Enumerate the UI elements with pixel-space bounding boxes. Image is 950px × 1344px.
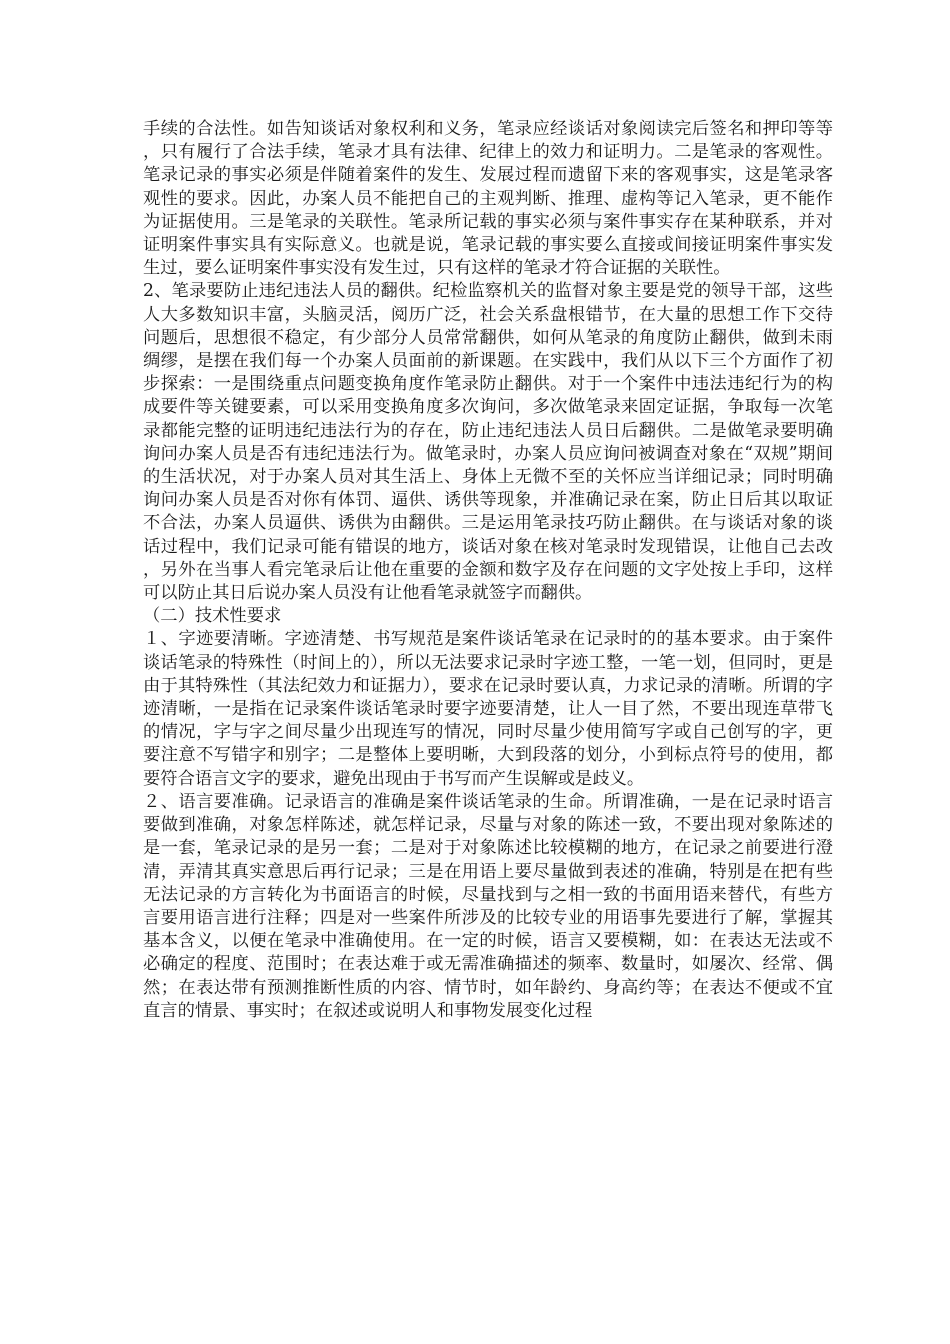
paragraph-prevent-retraction: 2、笔录要防止违纪违法人员的翻供。纪检监察机关的监督对象主要是党的领导干部，这些人大多数知识丰富，头脑灵活，阅历广泛，社会关系盘根错节，在大量的思想工作下交待问题后，思想很不稳定，有少部分人员常常翻供，如何从笔录的角度防止翻供，做到未雨绸缪，是摆在我们每一个办案人员面前的新课题。在实践中，我们从以下三个方面作了初步探索：一是围绕重点问题变换角度作笔录防止翻供。对于一个案件中违法违纪行为的构成要件等关键要素，可以采用变换角度多次询问，多次做笔录来固定证据，争取每一次笔录都能完整的证明违纪违法行为的存在，防止违纪违法人员日后翻供。二是做笔录要明确询问办案人员是否有违纪违法行为。做笔录时，办案人员应询问被调查对象在“双规”期间的生活状况，对于办案人员对其生活上、身体上无微不至的关怀应当详细记录；同时明确询问办案人员是否对你有体罚、逼供、诱供等现象，并准确记录在案，防止日后其以取证不合法，办案人员逼供、诱供为由翻供。三是运用笔录技巧防止翻供。在与谈话对象的谈话过程中，我们记录可能有错误的地方，谈话对象在核对笔录时发现错误，让他自己去改，另外在当事人看完笔录后让他在重要的金额和数字及存在问题的文字处按上手印，这样可以防止其日后说办案人员没有让他看笔录就签字而翻供。 bbox=[143, 281, 833, 604]
paragraph-language-accuracy: ２、语言要准确。记录语言的准确是案件谈话笔录的生命。所谓准确，一是在记录时语言要做到准确，对象怎样陈述，就怎样记录，尽量与对象的陈述一致，不要出现对象陈述的是一套，笔录记录的是另一套；二是对于对象陈述比较模糊的地方，在记录之前要进行澄清，弄清其真实意思后再行记录；三是在用语上要尽量做到表述的准确，特别是在把有些无法记录的方言转化为书面语言的时候，尽量找到与之相一致的书面用语来替代，有些方言要用语言进行注释；四是对一些案件所涉及的比较专业的用语事先要进行了解，掌握其基本含义，以便在笔录中准确使用。在一定的时候，语言又要模糊，如：在表达无法或不必确定的程度、范围时；在表达难于或无需准确描述的频率、数量时，如屡次、经常、偶然；在表达带有预测推断性质的内容、情节时，如年龄约、身高约等；在表达不便或不宜直言的情景、事实时；在叙述或说明人和事物发展变化过程 bbox=[143, 791, 833, 1021]
document-page bbox=[143, 118, 833, 1248]
paragraph-handwriting-clarity: １、字迹要清晰。字迹清楚、书写规范是案件谈话笔录在记录时的的基本要求。由于案件谈话笔录的特殊性（时间上的），所以无法要求记录时字迹工整，一笔一划，但同时，更是由于其特殊性（其法纪效力和证据力），要求在记录时要认真，力求记录的清晰。所谓的字迹清晰，一是指在记录案件谈话笔录时要字迹要清楚，让人一目了然，不要出现连草带飞的情况，字与字之间尽量少出现连写的情况，同时尽量少使用简写字或自己创写的字，更要注意不写错字和别字；二是整体上要明晰，大到段落的划分，小到标点符号的使用，都要符合语言文字的要求，避免出现由于书写而产生误解或是歧义。 bbox=[143, 629, 833, 789]
paragraph-evidence-validity: 手续的合法性。如告知谈话对象权利和义务，笔录应经谈话对象阅读完后签名和押印等等，只有履行了合法手续，笔录才具有法律、纪律上的效力和证明力。二是笔录的客观性。笔录记录的事实必须是伴随着案件的发生、发展过程而遗留下来的客观事实，这是笔录客观性的要求。因此，办案人员不能把自己的主观判断、推理、虚构等记入笔录，更不能作为证据使用。三是笔录的关联性。笔录所记载的事实必须与案件事实存在某种联系，并对证明案件事实具有实际意义。也就是说，笔录记载的事实要么直接或间接证明案件事实发生过，要么证明案件事实没有发生过，只有这样的笔录才符合证据的关联性。 bbox=[143, 119, 833, 279]
section-heading-technical-requirements: （二）技术性要求 bbox=[143, 606, 282, 627]
